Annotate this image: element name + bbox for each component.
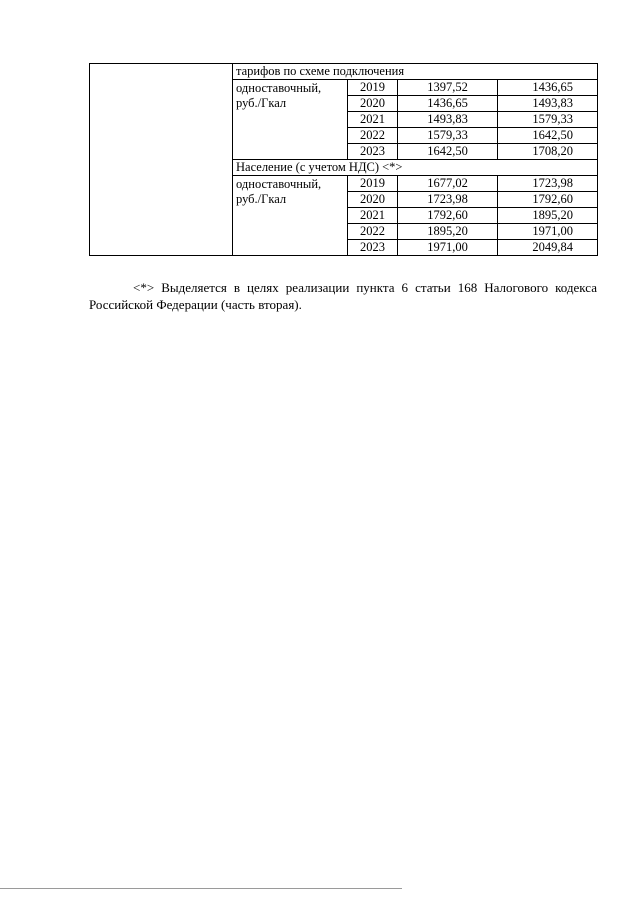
value-cell-1: 1677,02 [398, 176, 498, 192]
bottom-divider [0, 888, 402, 889]
value-cell-2: 1792,60 [498, 192, 598, 208]
year-cell: 2021 [348, 208, 398, 224]
footnote-text: <*> Выделяется в целях реализации пункта 6 статьи 168 Налогового кодекса Российской Федерации (часть вторая). [89, 280, 597, 312]
value-cell-1: 1895,20 [398, 224, 498, 240]
value-cell-1: 1579,33 [398, 128, 498, 144]
year-cell: 2019 [348, 176, 398, 192]
value-cell-1: 1436,65 [398, 96, 498, 112]
section-heading: тарифов по схеме подключения [233, 64, 598, 80]
year-cell: 2019 [348, 80, 398, 96]
year-cell: 2021 [348, 112, 398, 128]
unit-cell: одноставочный, руб./Гкал [233, 80, 348, 160]
value-cell-2: 1579,33 [498, 112, 598, 128]
blank-left-cell [90, 64, 233, 256]
value-cell-1: 1723,98 [398, 192, 498, 208]
year-cell: 2020 [348, 96, 398, 112]
year-cell: 2022 [348, 224, 398, 240]
value-cell-1: 1642,50 [398, 144, 498, 160]
section-heading: Население (с учетом НДС) <*> [233, 160, 598, 176]
unit-cell: одноставочный, руб./Гкал [233, 176, 348, 256]
value-cell-1: 1397,52 [398, 80, 498, 96]
tariff-table [89, 63, 598, 256]
value-cell-2: 1723,98 [498, 176, 598, 192]
value-cell-2: 1895,20 [498, 208, 598, 224]
year-cell: 2020 [348, 192, 398, 208]
year-cell: 2023 [348, 144, 398, 160]
value-cell-2: 1642,50 [498, 128, 598, 144]
value-cell-2: 1708,20 [498, 144, 598, 160]
value-cell-2: 1971,00 [498, 224, 598, 240]
value-cell-1: 1493,83 [398, 112, 498, 128]
value-cell-1: 1971,00 [398, 240, 498, 256]
year-cell: 2022 [348, 128, 398, 144]
value-cell-2: 1493,83 [498, 96, 598, 112]
value-cell-2: 2049,84 [498, 240, 598, 256]
year-cell: 2023 [348, 240, 398, 256]
value-cell-1: 1792,60 [398, 208, 498, 224]
value-cell-2: 1436,65 [498, 80, 598, 96]
table-section-heading-row [90, 64, 598, 80]
